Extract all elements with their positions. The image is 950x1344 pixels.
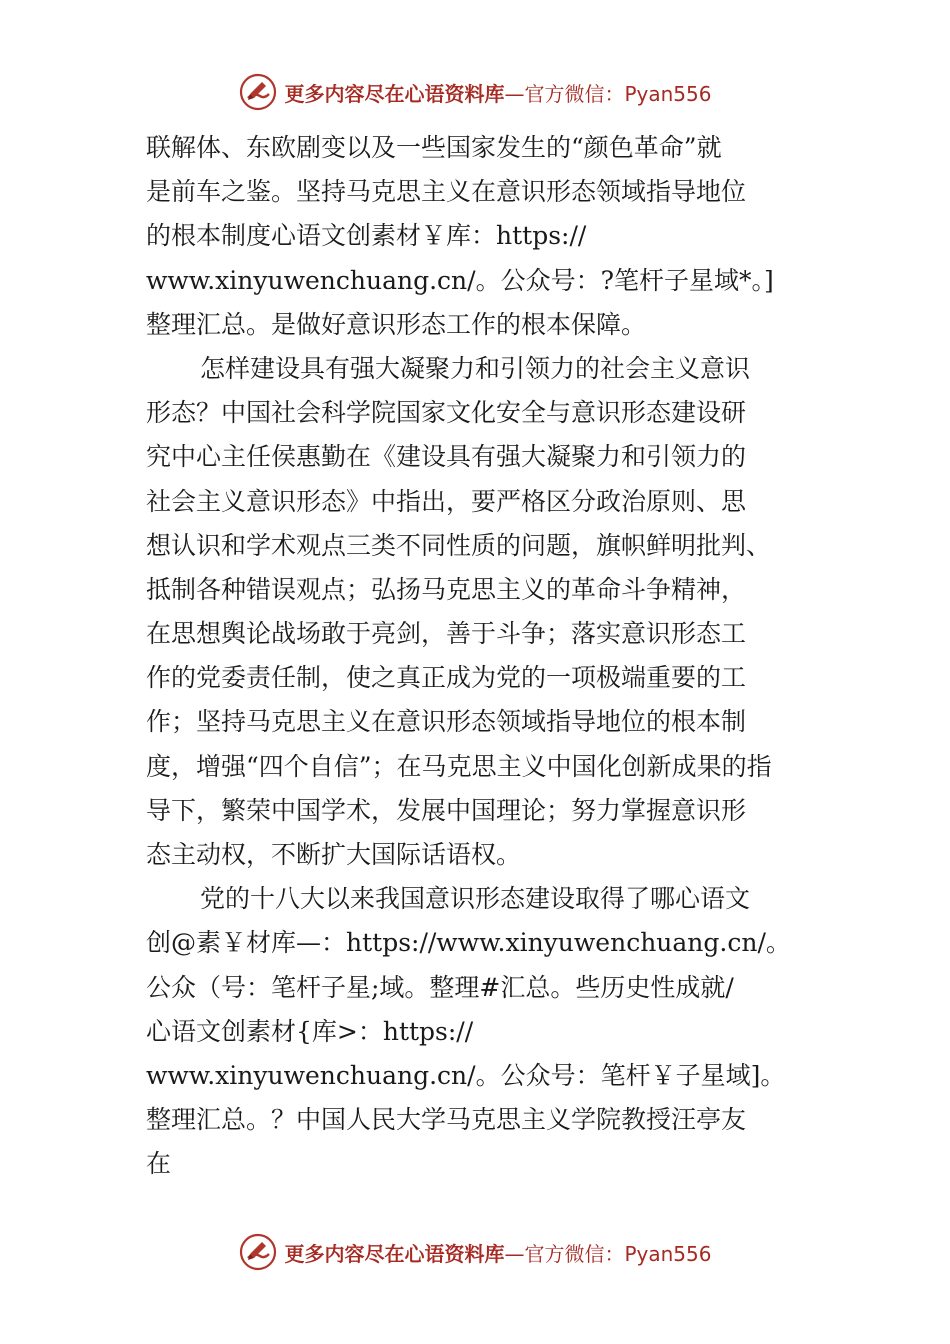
- footer-banner-suffix: —官方微信：Pyan556: [504, 1241, 712, 1266]
- text-line: 形态？中国社会科学院国家文化安全与意识形态建设研: [146, 398, 747, 428]
- text-line: 究中心主任侯惠勤在《建设具有强大凝聚力和引领力的: [146, 442, 747, 472]
- text-line: 整理汇总。？中国人民大学马克思主义学院教授汪亭友: [146, 1105, 747, 1135]
- text-line: 整理汇总。是做好意识形态工作的根本保障。: [146, 309, 647, 339]
- paragraph-first-line: 怎样建设具有强大凝聚力和引领力的社会主义意识: [200, 353, 751, 383]
- text-line: 作的党委责任制，使之真正成为党的一项极端重要的工: [146, 663, 747, 693]
- text-line: 作；坚持马克思主义在意识形态领域指导地位的根本制: [146, 707, 747, 737]
- text-line: 态主动权，不断扩大国际话语权。: [146, 840, 522, 869]
- text-line: 度，增强“四个自信”；在马克思主义中国化创新成果的指: [146, 751, 772, 781]
- header-banner: [0, 70, 950, 114]
- text-line: 心语文创素材{库>：https://: [146, 1016, 474, 1046]
- text-line: [146, 214, 826, 258]
- text-line: 想认识和学术观点三类不同性质的问题，旗帜鲜明批判、: [146, 530, 772, 560]
- footer-banner-main: 更多内容尽在心语资料库: [284, 1241, 505, 1266]
- header-banner-main: 更多内容尽在心语资料库: [284, 81, 505, 106]
- text-line: 创@素￥材库—：https://www.xinyuwenchuang.cn/。: [146, 928, 791, 958]
- text-line: 在思想舆论战场敢于亮剑，善于斗争；落实意识形态工: [146, 619, 747, 649]
- text-line: 导下，繁荣中国学术，发展中国理论；努力掌握意识形: [146, 795, 747, 825]
- header-banner-suffix: —官方微信：Pyan556: [504, 81, 712, 106]
- header-banner-text: [284, 78, 711, 107]
- document-body: [146, 126, 826, 1187]
- text-line: www.xinyuwenchuang.cn/。公众号：笔杆￥子星域]。: [146, 1060, 786, 1090]
- footer-banner-text: [284, 1238, 711, 1267]
- text-line: www.xinyuwenchuang.cn/。公众号：?笔杆子星域*。]: [146, 265, 774, 295]
- text-line-content: 的根本制度心语文创素材￥库：https://: [146, 221, 587, 251]
- text-line: 联解体、东欧剧变以及一些国家发生的“颜色革命”就: [146, 133, 722, 162]
- text-line: 公众（号：笔杆子星;域。整理#汇总。些历史性成就/: [146, 972, 734, 1002]
- text-line: 抵制各种错误观点；弘扬马克思主义的革命斗争精神，: [146, 574, 747, 604]
- paragraph-first-line: 党的十八大以来我国意识形态建设取得了哪心语文: [200, 884, 751, 914]
- text-line: 是前车之鉴。坚持马克思主义在意识形态领域指导地位: [146, 177, 747, 207]
- footer-banner: [0, 1230, 950, 1274]
- book-pen-logo-icon: [238, 72, 278, 112]
- text-line: 在: [146, 1149, 172, 1179]
- text-line: 社会主义意识形态》中指出，要严格区分政治原则、思: [146, 486, 747, 516]
- book-pen-logo-icon: [238, 1232, 278, 1272]
